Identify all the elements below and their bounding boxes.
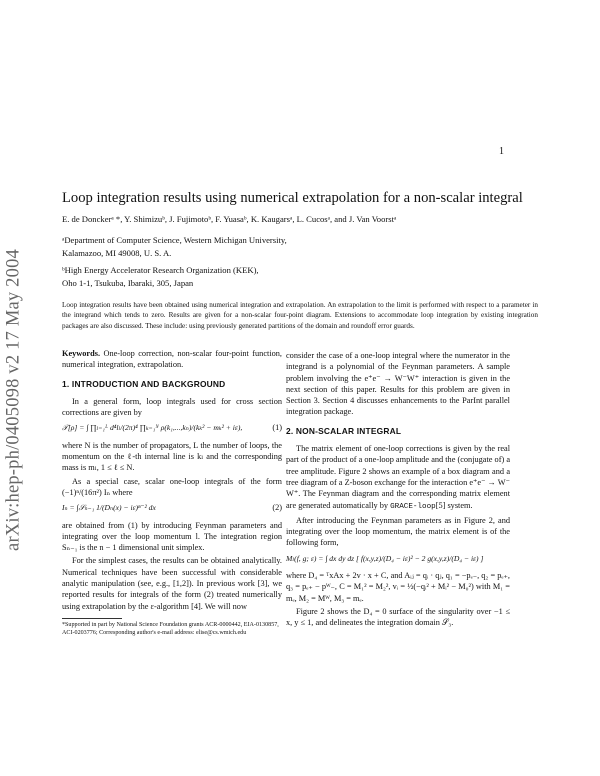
arxiv-sidebar xyxy=(0,180,28,620)
paragraph-feynman: are obtained from (1) by introducing Feynman parameters and integrating over the loop momentum l. The integration region Sₙ₋₁ is the n − 1 dimensional unit simplex. xyxy=(62,520,282,553)
equation-2-number: (2) xyxy=(272,503,282,513)
keywords-text: One-loop correction, non-scalar four-point function, numerical integration, extrapolation. xyxy=(62,349,282,370)
paper-title: Loop integration results using numerical extrapolation for a non-scalar integral xyxy=(62,190,523,206)
section-2-heading: 2. NON-SCALAR INTEGRAL xyxy=(286,425,402,436)
grace-loop-name: GRACE-loop xyxy=(390,502,436,511)
affiliation-b xyxy=(62,264,259,290)
paragraph-matrix-element-text: The matrix element of one-loop corrections is given by the real part of the product of a one-loop amplitude and the (conjugate of) a tree amplitude. Figure 2 shows an example of a box diagram and a tree diagram of a Z-boson exchange for the interaction e⁺e⁻ → W⁻ W⁺. The Feynman diagram and the corresponding matrix element are generated automatically by xyxy=(286,444,510,510)
paragraph-figure-2: Figure 2 shows the D₄ = 0 surface of the singularity over −1 ≤ x, y ≤ 1, and delineates the integration domain 𝒮₃. xyxy=(286,606,510,628)
equation-1-body: 𝒯[ρ] = ∫ ∏ₗ₌₁ᴸ d⁴lₗ/(2π)⁴ ∏ₖ₌₁ᴺ ρ(k₁,...,kₙ)/(kₖ² − mₖ² + iε), xyxy=(62,423,243,433)
equation-2 xyxy=(62,502,282,513)
paragraph-matrix-element xyxy=(286,443,510,513)
footnote: *Supported in part by National Science Foundation grants ACR-0000442, EIA-0130857, ACI-0203776; Corresponding author's e-mail address: elise@cs.wmich.edu xyxy=(62,621,279,636)
abstract: Loop integration results have been obtained using numerical integration and extrapolation. An extrapolation to the limit is performed with respect to a parameter in the integrand which tends to zero. Results are given for a non-scalar four-point diagram. Extensions to accommodate loop integration by existing integration packages are also discussed. These include: using previously generated partitions of the domain and roundoff error guards. xyxy=(62,301,538,330)
keywords xyxy=(62,348,282,371)
equation-1-number: (1) xyxy=(272,423,282,433)
author-list: E. de Donckerᵃ *, Y. Shimizuᵇ, J. Fujimotoᵇ, F. Yuasaᵇ, K. Kaugarsᵃ, L. Cucosᵃ, and J. Van Voorstᵃ xyxy=(62,214,397,224)
paragraph-matrix-element-tail: [5] system. xyxy=(435,500,473,510)
affiliation-b-line-2: Oho 1-1, Tsukuba, Ibaraki, 305, Japan xyxy=(62,278,194,288)
affiliation-a-line-1: ᵃDepartment of Computer Science, Western Michigan University, xyxy=(62,235,287,245)
page-number: 1 xyxy=(499,146,504,157)
section-1-heading: 1. INTRODUCTION AND BACKGROUND xyxy=(62,378,226,389)
equation-3 xyxy=(286,553,510,564)
affiliation-a xyxy=(62,234,287,260)
paragraph-feynman-params: After introducing the Feynman parameters as in Figure 2, and integrating over the loop momentum, the matrix element is of the following form, xyxy=(286,515,510,548)
paragraph-special-case: As a special case, scalar one-loop integrals of the form (−1)ⁿ/(16π²) Iₙ where xyxy=(62,476,282,497)
affiliation-b-line-1: ᵇHigh Energy Accelerator Research Organization (KEK), xyxy=(62,265,259,275)
affiliation-a-line-2: Kalamazoo, MI 49008, U. S. A. xyxy=(62,248,172,258)
paragraph-definitions: where N is the number of propagators, L the number of loops, the momentum on the ℓ-th internal line is kₗ and the corresponding mass is mₗ, 1 ≤ ℓ ≤ N. xyxy=(62,440,282,473)
paragraph-intro: In a general form, loop integrals used for cross section corrections are given by xyxy=(62,396,282,418)
equation-3-body: Mₗ(f, g; ε) = ∫ dx dy dz [ f(x,y,z)/(D₄ − iε)² − 2 g(x,y,z)/(D₄ − iε) ] xyxy=(286,553,484,563)
right-column xyxy=(286,350,510,631)
equation-1 xyxy=(62,422,282,433)
left-column xyxy=(62,348,282,638)
arxiv-identifier: arXiv:hep-ph/0405098 v2 17 May 2004 xyxy=(3,249,24,551)
keywords-label: Keywords. xyxy=(62,349,101,358)
paragraph-where: where D₄ = ᵀxAx + 2v · x + C, and Aᵢⱼ = qᵢ · qⱼ, q₁ = −pₑ₋, q₂ = pₑ₊, q₃ = pₑ₊ − pᵂ₋, C = M₁² = M₂², vᵢ = ½(−qᵢ² + Mᵢ² − M₀²) with M₁ = mₑ, M₂ = Mᵂ, M₃ = mₑ. xyxy=(286,571,510,603)
paragraph-previous-work: For the simplest cases, the results can be obtained analytically. Numerical techniques have been successful with considerable analytic manipulation (see, e.g., [1,2]). In previous work [3], we reported results for integrals of the form (2) treated numerically using extrapolation by the ε-algorithm [4]. We will now xyxy=(62,556,282,611)
footnote-rule xyxy=(62,618,122,619)
paragraph-continuation: consider the case of a one-loop integral where the numerator in the integrand is a polynomial of the Feynman parameters. A sample problem involving the e⁺e⁻ → W⁻W⁺ interaction is given in the next section of this paper. Results for this problem are given in Section 3. Section 4 discusses enhancements to the ParInt parallel integration package. xyxy=(286,351,510,417)
equation-2-body: Iₙ = ∫𝒮ₙ₋₁ 1/(Dₙ(x) − iε)ⁿ⁻² dx xyxy=(62,503,156,513)
